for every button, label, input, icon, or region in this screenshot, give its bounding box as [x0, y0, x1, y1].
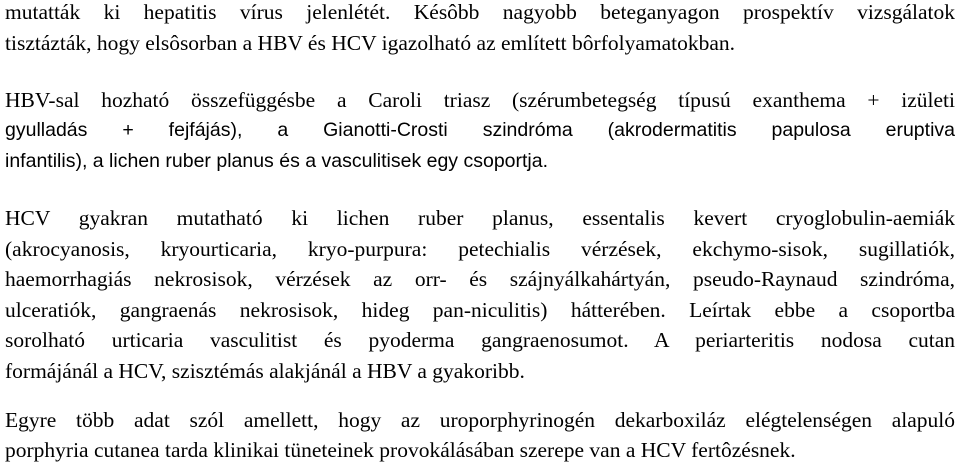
text-line: tisztázták, hogy elsôsorban a HBV és HCV igazolható az említett bôrfolyamatokban.: [5, 31, 736, 55]
text-line: infantilis), a lichen ruber planus és a vasculitisek egy csoportja.: [5, 150, 549, 172]
text-line: Egyre több adat szól amellett, hogy az uroporphyrinogén dekarboxiláz elégtelenségen alapuló: [5, 408, 955, 432]
text-line: ulceratiók, gangraenás nekrosisok, hideg pan-niculitis) hátterében. Leírtak ebbe a csoportba: [5, 298, 955, 322]
text-line: gyulladás + fejfájás), a Gianotti-Crosti szindróma (akrodermatitis papulosa eruptiva: [5, 119, 955, 141]
text-line: formájánál a HCV, szisztémás alakjánál a HBV a gyakoribb.: [5, 359, 525, 383]
text-line: mutatták ki hepatitis vírus jelenlétét. Késôbb nagyobb beteganyagon prospektív vizsgálatok: [5, 0, 955, 24]
text-line: sorolható urticaria vasculitist és pyoderma gangraenosumot. A periarteritis nodosa cutan: [5, 328, 955, 352]
text-line: HBV-sal hozható összefüggésbe a Caroli triasz (szérumbetegség típusú exanthema + izületi: [5, 88, 955, 112]
text-line: porphyria cutanea tarda klinikai tüneteinek provokálásában szerepe van a HCV fertôzésnek.: [5, 438, 796, 462]
text-line: HCV gyakran mutatható ki lichen ruber planus, essentalis kevert cryoglobulin-aemiák: [5, 206, 955, 230]
text-line: (akrocyanosis, kryourticaria, kryo-purpura: petechialis vérzések, ekchymo-sisok, sugillatiók,: [5, 237, 955, 261]
text-line: haemorrhagiás nekrosisok, vérzések az orr- és szájnyálkahártyán, pseudo-Raynaud szindróma,: [5, 267, 955, 291]
